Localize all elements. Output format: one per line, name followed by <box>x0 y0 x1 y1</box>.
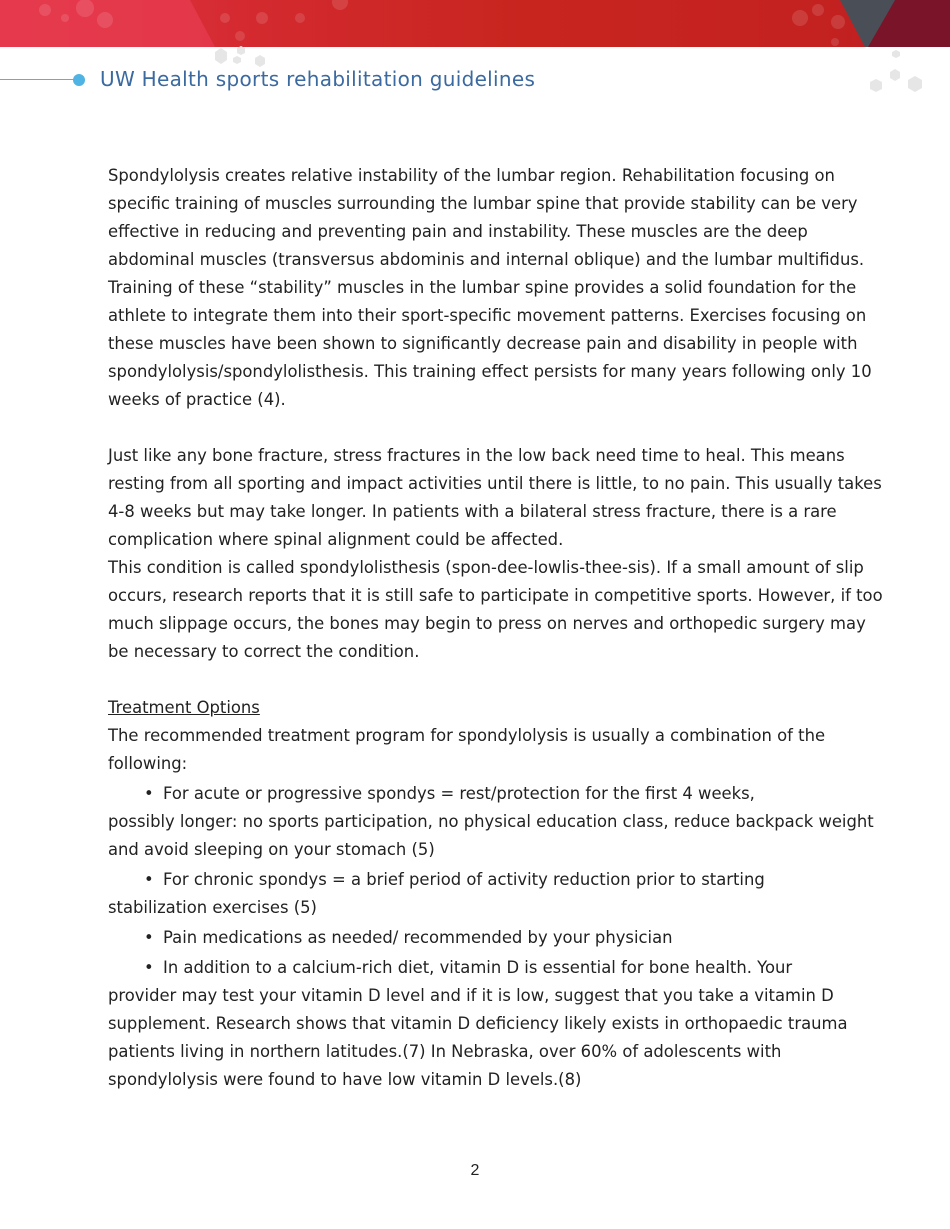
document-body <box>108 162 888 1094</box>
paragraph-stress-fracture-rest: Just like any bone fracture, stress fractures in the low back need time to heal. This means resting from all sporting and impact activities until there is little, to no pain. This usually takes 4-8 weeks but may take longer. In patients with a bilateral stress fracture, there is a rare complication where spinal alignment could be affected. <box>108 446 882 549</box>
list-item-continuation: stabilization exercises (5) <box>108 898 317 917</box>
paragraph-spacer <box>108 414 888 442</box>
list-item <box>108 866 888 922</box>
list-item <box>108 924 888 952</box>
paragraph-stability-training: Spondylolysis creates relative instability of the lumbar region. Rehabilitation focusing on specific training of muscles surrounding the lumbar spine that provide stability can be very effective in reducing and preventing pain and instability. These muscles are the deep abdominal muscles (transversus abdominis and internal oblique) and the lumbar multifidus. Training of these “stability” muscles in the lumbar spine provides a solid foundation for the athlete to integrate them into their sport-specific movement patterns. Exercises focusing on these muscles have been shown to significantly decrease pain and disability in people with spondylolysis/spondylolisthesis. This training effect persists for many years following only 10 weeks of practice (4). <box>108 166 872 409</box>
bullet-glyph: • <box>144 870 154 889</box>
header-accent-dot <box>73 74 85 86</box>
list-item-first-line: In addition to a calcium-rich diet, vitamin D is essential for bone health. Your <box>163 958 793 977</box>
list-item-first-line: For acute or progressive spondys = rest/protection for the first 4 weeks, <box>163 784 755 803</box>
decorative-hexagons-right <box>862 44 942 99</box>
bullet-glyph: • <box>144 784 154 803</box>
bullet-glyph: • <box>144 958 154 977</box>
treatment-list <box>108 780 888 1094</box>
header-banner <box>0 0 950 47</box>
header-accent-line <box>0 79 76 80</box>
list-item-continuation: possibly longer: no sports participation, no physical education class, reduce backpack weight and avoid sleeping on your stomach (5) <box>108 812 874 859</box>
list-item <box>108 780 888 864</box>
paragraph-spondylolisthesis: This condition is called spondylolisthesis (spon-dee-lowlis-thee-sis). If a small amount of slip occurs, research reports that it is still safe to participate in competitive sports. However, if too much slippage occurs, the bones may begin to press on nerves and orthopedic surgery may be necessary to correct the condition. <box>108 558 883 661</box>
section-heading-treatment-options: Treatment Options <box>108 698 260 717</box>
treatment-intro: The recommended treatment program for spondylolysis is usually a combination of the following: <box>108 726 826 773</box>
list-item <box>108 954 888 1094</box>
paragraph-spacer <box>108 666 888 694</box>
list-item-first-line: Pain medications as needed/ recommended by your physician <box>163 928 673 947</box>
bullet-glyph: • <box>144 928 154 947</box>
list-item-continuation: provider may test your vitamin D level and if it is low, suggest that you take a vitamin D supplement. Research shows that vitamin D deficiency likely exists in orthopaedic trauma patients living in northern latitudes.(7) In Nebraska, over 60% of adolescents with spondylolysis were found to have low vitamin D levels.(8) <box>108 986 848 1089</box>
document-header-title: UW Health sports rehabilitation guidelines <box>100 67 536 91</box>
page-number: 2 <box>470 1162 480 1179</box>
list-item-first-line: For chronic spondys = a brief period of activity reduction prior to starting <box>163 870 765 889</box>
